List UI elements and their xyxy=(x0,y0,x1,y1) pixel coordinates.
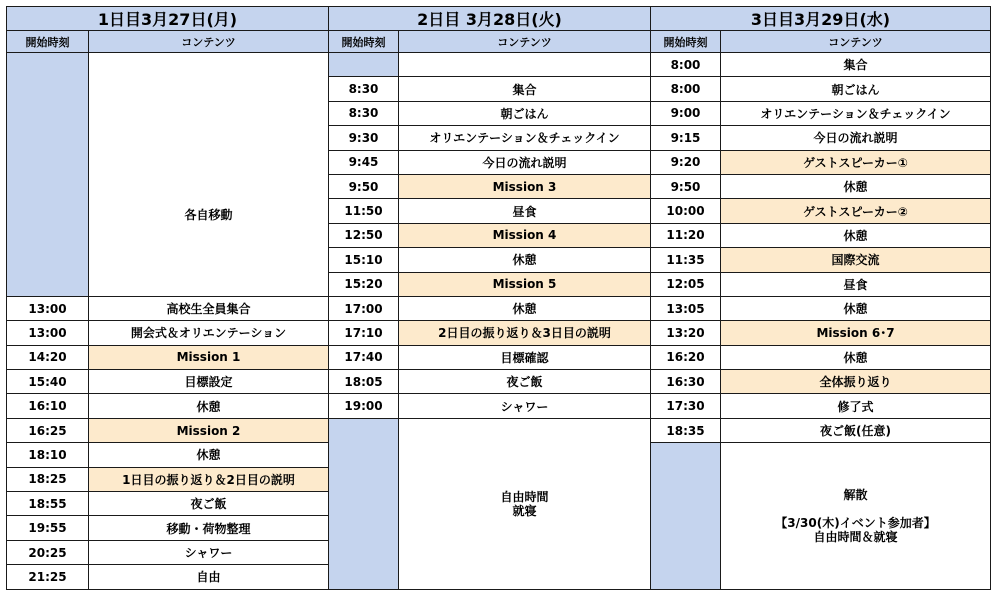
day3-row-time: 9:50 xyxy=(651,174,721,198)
day2-row-time: 18:05 xyxy=(329,370,399,394)
day1-row-time: 14:20 xyxy=(7,345,89,369)
day2-free-cell xyxy=(399,418,651,589)
day1-row-time: 16:25 xyxy=(7,418,89,442)
day3-row-content: 修了式 xyxy=(721,394,991,418)
day1-row-time: 19:55 xyxy=(7,516,89,540)
day3-row-time: 18:35 xyxy=(651,418,721,442)
day2-row-content: 休憩 xyxy=(399,296,651,320)
day2-content-header: コンテンツ xyxy=(399,31,651,53)
day1-content-header: コンテンツ xyxy=(89,31,329,53)
day3-row-content: 夜ご飯(任意) xyxy=(721,418,991,442)
day3-row-content: ゲストスピーカー① xyxy=(721,150,991,174)
day3-row-content: 休憩 xyxy=(721,296,991,320)
day1-row-time: 15:40 xyxy=(7,370,89,394)
day3-row-content: 朝ごはん xyxy=(721,77,991,101)
day1-row-time: 16:10 xyxy=(7,394,89,418)
day1-row-content: 目標設定 xyxy=(89,370,329,394)
day1-row-content: 1日目の振り返り＆2日目の説明 xyxy=(89,467,329,491)
day2-row-content: Mission 5 xyxy=(399,272,651,296)
day3-content-header: コンテンツ xyxy=(721,31,991,53)
day1-travel-time-cell xyxy=(7,53,89,297)
day3-row-time: 17:30 xyxy=(651,394,721,418)
day1-row-time: 18:25 xyxy=(7,467,89,491)
day2-row-content: Mission 4 xyxy=(399,223,651,247)
day2-row-time: 9:30 xyxy=(329,126,399,150)
day3-row-time: 16:20 xyxy=(651,345,721,369)
day2-blank-time xyxy=(329,53,399,77)
day2-title: 2日目 3月28日(火) xyxy=(329,7,651,31)
day1-row-content: 開会式＆オリエンテーション xyxy=(89,321,329,345)
day3-row-time: 11:20 xyxy=(651,223,721,247)
day3-row-time: 16:30 xyxy=(651,370,721,394)
day3-row-time: 10:00 xyxy=(651,199,721,223)
day1-row-time: 18:55 xyxy=(7,492,89,516)
day2-row-time: 9:50 xyxy=(329,174,399,198)
day1-row-content: Mission 1 xyxy=(89,345,329,369)
day2-row-content: Mission 3 xyxy=(399,174,651,198)
day2-row-time: 11:50 xyxy=(329,199,399,223)
day2-free-line2: 就寝 xyxy=(512,503,537,518)
day2-free-line1: 自由時間 xyxy=(500,489,549,504)
day2-row-content: 目標確認 xyxy=(399,345,651,369)
day2-row-time: 12:50 xyxy=(329,223,399,247)
day1-row-content: 夜ご飯 xyxy=(89,492,329,516)
day1-travel-cell xyxy=(89,53,329,297)
day3-row-content: オリエンテーション＆チェックイン xyxy=(721,101,991,125)
day3-row-time: 8:00 xyxy=(651,77,721,101)
day1-row-content: 休憩 xyxy=(89,443,329,467)
day2-time-header: 開始時刻 xyxy=(329,31,399,53)
day3-note-line1: 【3/30(木)イベント参加者】 xyxy=(775,515,936,530)
day3-row-content: Mission 6･7 xyxy=(721,321,991,345)
day1-row-content: 自由 xyxy=(89,565,329,589)
day2-row-content: 2日目の振り返り＆3日目の説明 xyxy=(399,321,651,345)
day2-row-time: 15:10 xyxy=(329,248,399,272)
day1-row-time: 20:25 xyxy=(7,540,89,564)
day2-row-content: 昼食 xyxy=(399,199,651,223)
day2-row-content: 集合 xyxy=(399,77,651,101)
day2-row-content: オリエンテーション＆チェックイン xyxy=(399,126,651,150)
schedule-table xyxy=(6,6,991,590)
day3-row-content: 今日の流れ説明 xyxy=(721,126,991,150)
day2-row-time: 9:45 xyxy=(329,150,399,174)
day3-title: 3日目3月29日(水) xyxy=(651,7,991,31)
day2-free-time-cell xyxy=(329,418,399,589)
day3-row-content: ゲストスピーカー② xyxy=(721,199,991,223)
day3-row-time: 8:00 xyxy=(651,53,721,77)
day2-row-time: 17:40 xyxy=(329,345,399,369)
day2-blank-content xyxy=(399,53,651,77)
day2-row-content: シャワー xyxy=(399,394,651,418)
day3-row-content: 休憩 xyxy=(721,345,991,369)
day3-row-time: 9:20 xyxy=(651,150,721,174)
day2-row-content: 朝ごはん xyxy=(399,101,651,125)
day3-dismiss-label: 解散 xyxy=(843,487,868,502)
day3-time-header: 開始時刻 xyxy=(651,31,721,53)
day1-row-content: 休憩 xyxy=(89,394,329,418)
day3-row-content: 休憩 xyxy=(721,174,991,198)
day3-row-content: 昼食 xyxy=(721,272,991,296)
day2-row-time: 19:00 xyxy=(329,394,399,418)
day3-row-time: 9:00 xyxy=(651,101,721,125)
day3-row-content: 国際交流 xyxy=(721,248,991,272)
day3-row-content: 集合 xyxy=(721,53,991,77)
day1-row-time: 18:10 xyxy=(7,443,89,467)
day1-row-content: 移動・荷物整理 xyxy=(89,516,329,540)
day2-row-content: 今日の流れ説明 xyxy=(399,150,651,174)
day1-row-content: Mission 2 xyxy=(89,418,329,442)
day2-row-time: 8:30 xyxy=(329,77,399,101)
day1-row-time: 13:00 xyxy=(7,321,89,345)
day3-row-content: 休憩 xyxy=(721,223,991,247)
day1-row-content: 高校生全員集合 xyxy=(89,296,329,320)
day2-row-content: 夜ご飯 xyxy=(399,370,651,394)
day1-title: 1日目3月27日(月) xyxy=(7,7,329,31)
day3-dismiss-time-cell xyxy=(651,443,721,589)
day2-row-time: 17:10 xyxy=(329,321,399,345)
day1-time-header: 開始時刻 xyxy=(7,31,89,53)
day3-row-time: 11:35 xyxy=(651,248,721,272)
day3-note-line2: 自由時間＆就寝 xyxy=(813,529,898,544)
day3-row-time: 9:15 xyxy=(651,126,721,150)
day2-row-time: 17:00 xyxy=(329,296,399,320)
day1-travel-label: 各自移動 xyxy=(184,207,233,222)
day1-row-time: 21:25 xyxy=(7,565,89,589)
day2-row-time: 8:30 xyxy=(329,101,399,125)
day1-row-time: 13:00 xyxy=(7,296,89,320)
day3-row-content: 全体振り返り xyxy=(721,370,991,394)
day3-row-time: 13:20 xyxy=(651,321,721,345)
day2-row-time: 15:20 xyxy=(329,272,399,296)
day1-row-content: シャワー xyxy=(89,540,329,564)
day3-row-time: 13:05 xyxy=(651,296,721,320)
day3-row-time: 12:05 xyxy=(651,272,721,296)
day3-dismiss-cell xyxy=(721,443,991,589)
day2-row-content: 休憩 xyxy=(399,248,651,272)
